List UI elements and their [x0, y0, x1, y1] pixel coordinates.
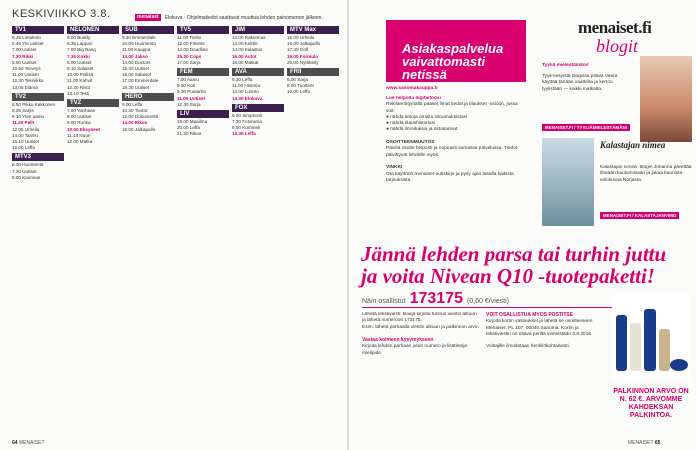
program-listing: 7.30 Uutiset — [12, 168, 37, 174]
tv-column — [232, 24, 284, 434]
tv-column — [287, 24, 339, 434]
program-listing: 11.10 Nuori — [67, 132, 91, 138]
program-listing: 8.00 Koti — [177, 83, 196, 89]
sms-price: (0,60 €/viesti) — [466, 298, 509, 305]
channel-heading: TV5 — [177, 26, 229, 34]
program-listing: 16.00 Autot — [232, 53, 257, 59]
asiakaspalvelu-title: Asiakaspalvelua vaivattomasti netissä — [402, 41, 504, 82]
program-listing: 16.00 Salaiset — [122, 72, 152, 78]
program-listing: 14.00 Deadline — [177, 47, 208, 53]
program-listing: 7.00 Aamu — [177, 77, 199, 83]
program-listing: 20.00 Nyrkkeily — [287, 59, 319, 65]
program-listing: 7.30 Futurama — [232, 119, 262, 125]
brand-subtitle: blogit — [596, 36, 639, 56]
participation-row — [362, 290, 509, 308]
program-listing: 15.10 Uutiset — [12, 139, 40, 145]
channel-heading: FOX — [232, 104, 284, 112]
program-listing: 6.50 Pikku Kakkonen — [12, 101, 56, 107]
program-listing: 12.00 Rakennus — [232, 35, 266, 40]
program-listing: 16.00 Leffa — [12, 145, 35, 151]
service-heading: Lue helpolla digitietoosi — [386, 96, 441, 101]
channel-heading: MTV3 — [12, 153, 64, 161]
program-listing: 12.00 Matka — [67, 139, 93, 145]
program-listing: 10.50 Terveys — [12, 66, 41, 72]
program-listing: 6.30 Huomenta — [12, 162, 44, 168]
program-listing: 9.00 Ruoka — [67, 120, 91, 126]
nivea-products — [612, 295, 690, 381]
channel-heading: FRII — [287, 68, 339, 76]
instructions-left: Lähetä tekstiviesti: tilaaja kirjoita tunnus viestin alkuun ja lähetä numeroon 173175. Esim. lähetä parhaalla viestin alkuun ja palkinnon arvo. Vastaa kolmeen kysymykseen Kirjoita lehden parhaan jutun numero ja lisätietoja mielipide. — [362, 312, 479, 356]
bottle-4 — [659, 329, 670, 371]
channel-heading: SUB — [122, 26, 174, 34]
program-listing: 8.25 Sarjis — [12, 108, 34, 114]
channel-heading: HERO — [122, 93, 174, 101]
jar — [670, 359, 688, 371]
day-heading: KESKIVIIKKO 3.8. — [12, 8, 111, 20]
program-listing: 12.30 Sarja — [177, 101, 201, 107]
vinkki-label: VINKKI — [386, 165, 403, 171]
program-listing: 6.00 Buddy — [67, 35, 91, 40]
menaiset-brand: menaiset.fi — [578, 18, 652, 37]
page-fold — [347, 0, 349, 450]
program-listing: 11.00 Uutiset — [177, 95, 206, 101]
program-listing: 9.30 Puutarha — [177, 89, 206, 95]
program-listing: 19.00 Formula — [287, 53, 318, 59]
tv-column — [122, 24, 174, 434]
web-link[interactable]: www.sanomakauppa.fi — [386, 86, 438, 91]
program-listing: 19.00 Maailma — [177, 119, 208, 125]
program-listing: 12.00 Fitness — [177, 41, 205, 47]
program-listing: 11.20 Pelit — [12, 120, 35, 126]
program-listing: 15.30 Cops — [177, 53, 202, 59]
program-listing: 7.00 Uutiset — [12, 47, 37, 53]
service-text: Lue helpolla digitietoosi Rekisteröitymällä pääset ilmat tiedot ja tilaukset -osioon, jossa voit: ● nähdä tietoja omista sitoumuksistasi ● nähdä tilaushistoriasi ● nähdä ilmoituksia ja ostosannat OSOITTEENMUUTOS Päivitä osoite helposti ja nopeasti samassa palvelussa. Tiedot päivittyvät lehdelle myös. VINKKI Ota käyttöön menaiset-uutiskirje ja pysy ajan tasalla kaikista tarjouksista. — [386, 96, 526, 236]
info-banner — [135, 13, 323, 22]
program-listing: 11.00 Uutiset — [12, 72, 39, 78]
program-listing: 15.30 Uutiset — [122, 66, 150, 72]
program-listing: 6.45 Yle uutiset — [12, 41, 44, 47]
program-listing: 12.30 Tekniikka — [12, 78, 44, 84]
program-listing: 11.00 Tositv — [177, 35, 202, 40]
channel-heading: MTV Max — [287, 26, 339, 34]
program-listing: 6.25 Lintukoto — [12, 35, 41, 40]
kalastajan-heading: Kalastajan nimea — [600, 140, 666, 150]
program-listing: 7.00 Big Bang — [67, 47, 96, 53]
program-listing: 12.00 Dokumentti — [122, 114, 159, 120]
program-listing: 14.00 Doctors — [122, 59, 151, 65]
channel-heading: TV2 — [12, 93, 64, 101]
program-listing: 9.10 Salaiset — [67, 66, 94, 72]
osoite-label: OSOITTEENMUUTOS — [386, 140, 435, 146]
program-listing: 14.00 Rikos — [122, 120, 148, 126]
program-listing: 11.00 Historia — [232, 83, 261, 89]
program-listing: 17.00 Emmerdale — [122, 78, 159, 84]
program-listing: 16.00 Jalkapallo — [122, 126, 156, 132]
channel-heading: TVZ — [67, 99, 119, 107]
program-listing: 20.00 Leffa — [177, 125, 200, 131]
program-listing: 8.00 Uutiset — [67, 59, 92, 65]
program-listing: 21.30 Rikos — [177, 131, 202, 137]
banner-logo: menaiset — [137, 14, 159, 20]
program-listing: 13.05 Elämä — [12, 84, 38, 90]
program-listing: 10.30 Leffa — [232, 131, 256, 137]
program-listing: 15.00 Urheilu — [287, 35, 315, 40]
channel-heading: AVA — [232, 68, 284, 76]
program-listing: 9.10 Ylen aamu — [12, 114, 45, 120]
tv-column — [67, 24, 119, 434]
participation-label: Näin osallistut — [362, 298, 406, 305]
program-listing: 14.30 Elokuva — [232, 95, 263, 101]
program-listing: 13.00 Keittiö — [232, 41, 258, 47]
right-footer-brand: MENAISET — [628, 440, 654, 446]
fishing-photo — [542, 138, 594, 226]
main-headline: Jännä lehden parsa tai turhin juttu ja voita Nivean Q10 -tuotepaketti! — [361, 242, 667, 288]
tyylia-tag[interactable]: MENAISET.FI / TYYLIÄMIELESTÄMÄNI — [542, 124, 630, 131]
program-listing: 13.00 Jakso — [122, 53, 148, 59]
pink-rule — [362, 307, 612, 308]
program-listing: 9.00 Kummeli — [232, 125, 261, 131]
banner-text: Elokuva · Ohjelmatiedot saattavat muuttua lehden painomenon jälkeen. — [164, 14, 323, 21]
kalastajan-tag[interactable]: MENAISET.FI / KALASTAJANVIMO — [600, 212, 679, 219]
program-listing: 14.00 Tanssi — [12, 132, 38, 138]
channel-heading: NELONEN — [67, 26, 119, 34]
channel-heading: JIM — [232, 26, 284, 34]
program-listing: 9.00 Uutiset — [12, 59, 37, 65]
bottle-3 — [644, 309, 656, 371]
program-listing: 8.00 Tuotteet — [287, 83, 314, 89]
program-listing: 11.00 Kahvit — [67, 78, 93, 84]
program-listing: 7.30 Rikki — [12, 53, 34, 59]
program-listing: 9.30 Leffa — [232, 77, 253, 83]
program-listing: 13.10 Testi — [67, 90, 90, 96]
left-footer — [12, 440, 45, 446]
channel-heading: LIV — [177, 110, 229, 118]
program-listing: 9.00 Leffa — [122, 101, 143, 107]
program-listing: 10.00 Leffa — [287, 89, 310, 95]
program-listing: 6.35 Lappari — [67, 41, 93, 47]
program-listing: 12.05 Urheilu — [12, 126, 40, 132]
kalastajan-text: Kalastajan nimeä -blogin Johanna päivittää tiheään kuulumisiaan ja jakaa kaunista valokuvaa Norjasta. — [600, 165, 692, 183]
bottle-1 — [616, 315, 627, 371]
instructions-right: VOIT OSALLISTUA MYÖS POSTITSE Kirjoita kortin vastaukset ja lähetä se osoitteeseen Menaiset, PL 107, 00040 Sanoma. Kortin ja tekstiviestin on oltava perillä viimeistään 3.8.2016. Voittajille ilmoitetaan henkilökohtaisesti. — [486, 312, 593, 350]
channel-heading: TV1 — [12, 26, 64, 34]
channel-heading: FEM — [177, 68, 229, 76]
program-listing: 10.00 Poliisit — [67, 72, 94, 78]
program-listing: 10.00 Huomenta — [122, 41, 156, 47]
program-listing: 8.00 Kauneus — [12, 174, 41, 180]
tv-column — [12, 24, 64, 434]
program-listing: 6.00 Sarja — [287, 77, 308, 83]
product-illustration — [612, 295, 690, 381]
program-listing: 10.30 Tiedot — [122, 108, 148, 114]
left-footer-brand: MENAISET — [18, 440, 45, 446]
program-listing: 10.00 Eksyneet — [67, 126, 100, 132]
program-listing: 17.30 Golf — [287, 47, 309, 53]
program-listing: 7.00 Vanhaan — [67, 108, 96, 114]
program-listing: 17.00 Sarja — [177, 59, 201, 65]
program-listing: 11.00 Kauppa — [122, 47, 151, 53]
program-listing: 18.00 Matkat — [232, 59, 259, 65]
left-page-number: 64 — [12, 440, 18, 446]
sms-number: 173175 — [409, 290, 463, 307]
prize-value-text: PALKINNON ARVO ON N. 62 €. ARVOMME KAHDEKSAN PALKINTOA. — [613, 388, 689, 419]
program-listing: 13.00 Luonto — [232, 89, 259, 95]
right-footer — [628, 440, 660, 446]
tyylia-heading: Tyyliä mielestämäni! — [542, 63, 589, 68]
program-listing: 16.00 Jalkapallo — [287, 41, 321, 47]
program-listing: 6.00 Simpsonit — [232, 112, 263, 118]
program-listing: 9.30 Emmerdale — [122, 35, 156, 40]
right-page-number: 65 — [654, 440, 661, 446]
program-listing: 8.00 Uutiset — [67, 114, 92, 120]
tv-column — [177, 24, 229, 434]
program-listing: 18.30 Uutiset — [122, 84, 150, 90]
program-listing: 14.00 Kalastus — [232, 47, 263, 53]
tyylia-text: Tyyli-tiesyistä blogissa pitävä Veera käyttää tänään vaatteita ja kertoo tyylistään — kaikki matkalta. — [542, 74, 618, 92]
bottle-2 — [630, 323, 641, 371]
program-listing: 12.30 Risto — [67, 84, 91, 90]
blogger-photo — [640, 56, 692, 142]
asiakaspalvelu-box — [386, 20, 526, 82]
program-listing: 7.35 Kokki — [67, 53, 90, 59]
